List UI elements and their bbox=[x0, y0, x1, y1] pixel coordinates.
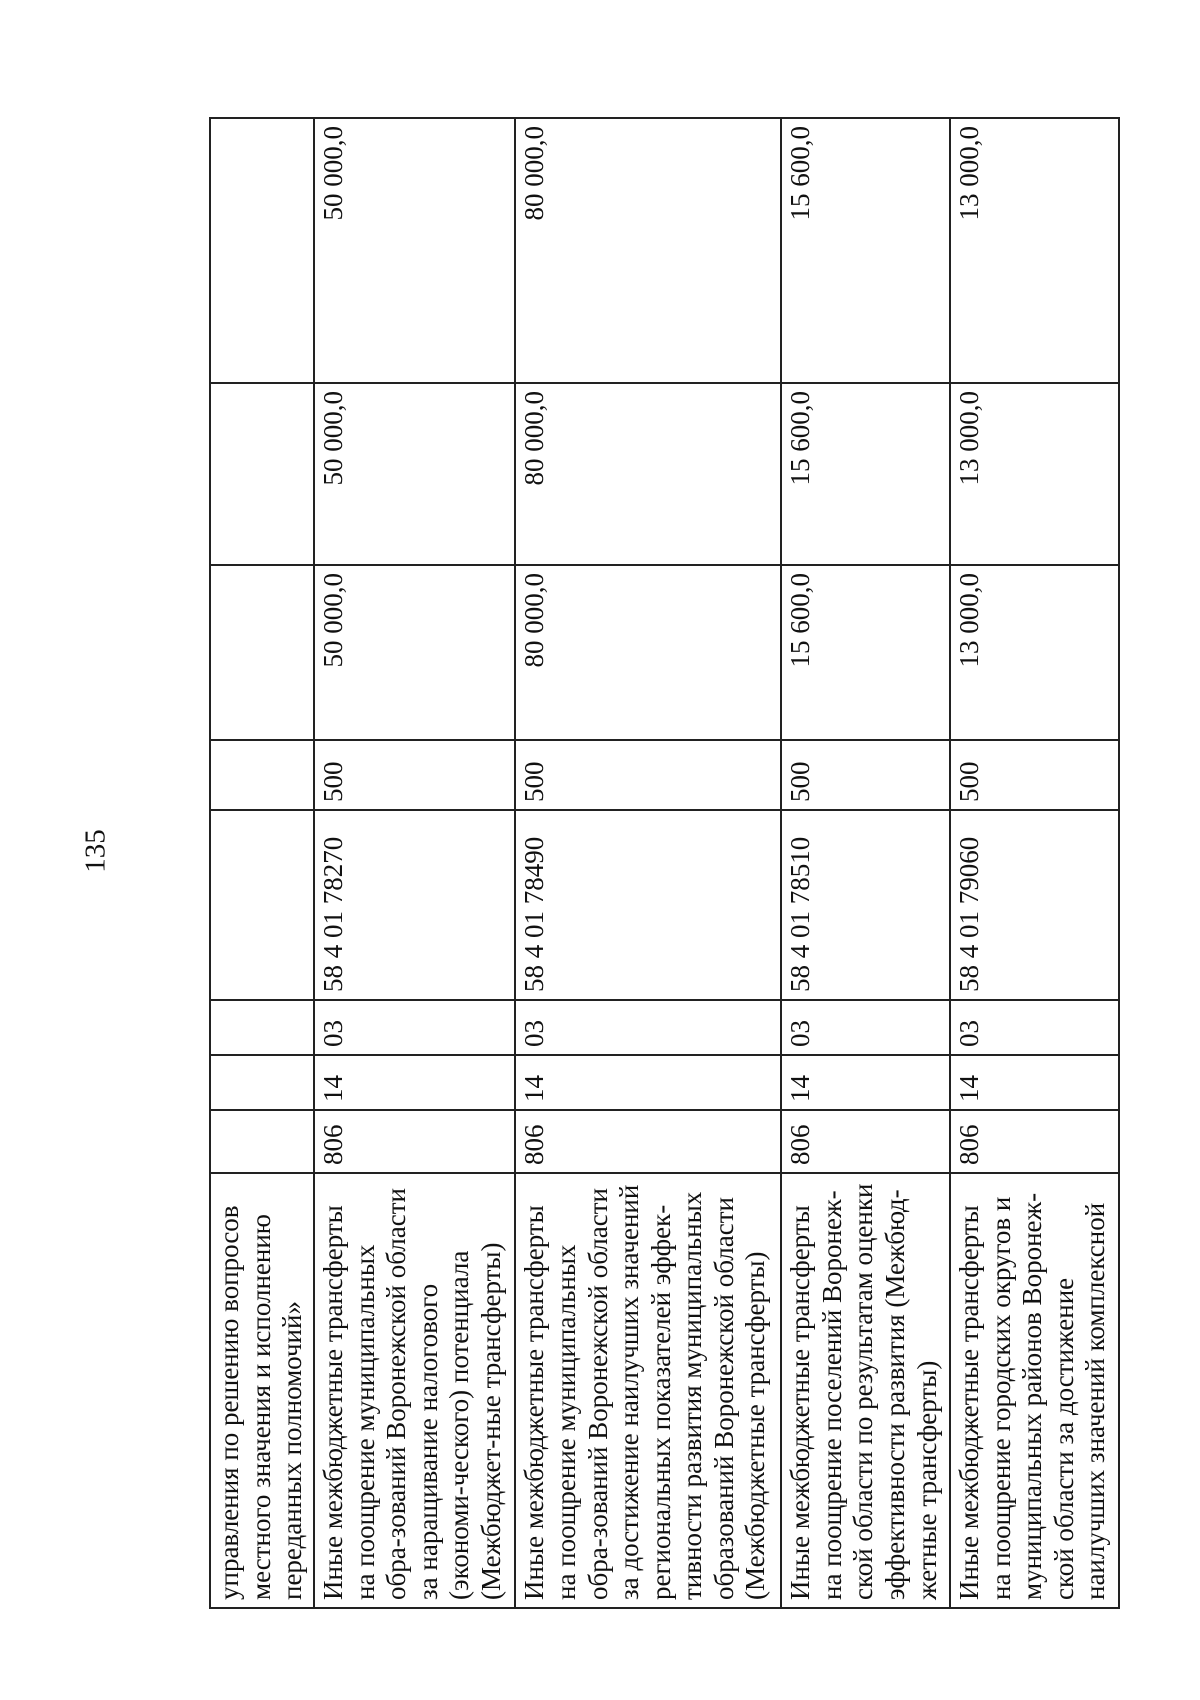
pr-code: 03 bbox=[515, 1000, 781, 1055]
amount-year-1: 50 000,0 bbox=[314, 565, 515, 740]
gr-code bbox=[210, 1110, 314, 1173]
vr-code: 500 bbox=[515, 740, 781, 810]
amount-year-1 bbox=[210, 565, 314, 740]
pr-code: 03 bbox=[781, 1000, 950, 1055]
row-description: Иные межбюджетные трансферты на поощрение муниципальных обра-зований Воронежской области за достижение наилучших значений региональных показателей эффек-тивности развития муниципальных образований Воронежской области (Межбюджетные трансферты) bbox=[515, 1173, 781, 1608]
csr-code: 58 4 01 78510 bbox=[781, 810, 950, 1000]
gr-code: 806 bbox=[314, 1110, 515, 1173]
rz-code bbox=[210, 1055, 314, 1110]
pr-code bbox=[210, 1000, 314, 1055]
amount-year-3 bbox=[210, 118, 314, 383]
vr-code: 500 bbox=[950, 740, 1119, 810]
amount-year-2: 80 000,0 bbox=[515, 383, 781, 565]
rz-code: 14 bbox=[515, 1055, 781, 1110]
budget-table bbox=[209, 117, 1120, 1609]
csr-code: 58 4 01 78490 bbox=[515, 810, 781, 1000]
csr-code: 58 4 01 78270 bbox=[314, 810, 515, 1000]
amount-year-1: 13 000,0 bbox=[950, 565, 1119, 740]
amount-year-2 bbox=[210, 383, 314, 565]
row-description: управления по решению вопросов местного значения и исполнению переданных полномочий» bbox=[210, 1173, 314, 1608]
row-description: Иные межбюджетные трансферты на поощрение городских округов и муниципальных районов Воронеж-ской области за достижение наилучших значений комплексной bbox=[950, 1173, 1119, 1608]
amount-year-1: 80 000,0 bbox=[515, 565, 781, 740]
amount-year-2: 15 600,0 bbox=[781, 383, 950, 565]
amount-year-2: 50 000,0 bbox=[314, 383, 515, 565]
table-row bbox=[515, 118, 781, 1608]
amount-year-2: 13 000,0 bbox=[950, 383, 1119, 565]
gr-code: 806 bbox=[781, 1110, 950, 1173]
table-row bbox=[950, 118, 1119, 1608]
amount-year-3: 80 000,0 bbox=[515, 118, 781, 383]
pr-code: 03 bbox=[314, 1000, 515, 1055]
vr-code: 500 bbox=[314, 740, 515, 810]
row-description: Иные межбюджетные трансферты на поощрение муниципальных обра-зований Воронежской области за наращивание налогового (экономи-ческого) потенциала (Межбюджет-ные трансферты) bbox=[314, 1173, 515, 1608]
table-row bbox=[210, 118, 314, 1608]
budget-table-rotated bbox=[209, 119, 1120, 1609]
rz-code: 14 bbox=[781, 1055, 950, 1110]
rz-code: 14 bbox=[314, 1055, 515, 1110]
gr-code: 806 bbox=[515, 1110, 781, 1173]
amount-year-3: 13 000,0 bbox=[950, 118, 1119, 383]
rz-code: 14 bbox=[950, 1055, 1119, 1110]
row-description: Иные межбюджетные трансферты на поощрение поселений Воронеж-ской области по результатам оценки эффективности развития (Межбюд-жетные трансферты) bbox=[781, 1173, 950, 1608]
table-row bbox=[314, 118, 515, 1608]
amount-year-3: 50 000,0 bbox=[314, 118, 515, 383]
gr-code: 806 bbox=[950, 1110, 1119, 1173]
amount-year-1: 15 600,0 bbox=[781, 565, 950, 740]
vr-code: 500 bbox=[781, 740, 950, 810]
csr-code: 58 4 01 79060 bbox=[950, 810, 1119, 1000]
amount-year-3: 15 600,0 bbox=[781, 118, 950, 383]
vr-code bbox=[210, 740, 314, 810]
page-number-text: 135 bbox=[79, 829, 112, 873]
csr-code bbox=[210, 810, 314, 1000]
pr-code: 03 bbox=[950, 1000, 1119, 1055]
table-row bbox=[781, 118, 950, 1608]
